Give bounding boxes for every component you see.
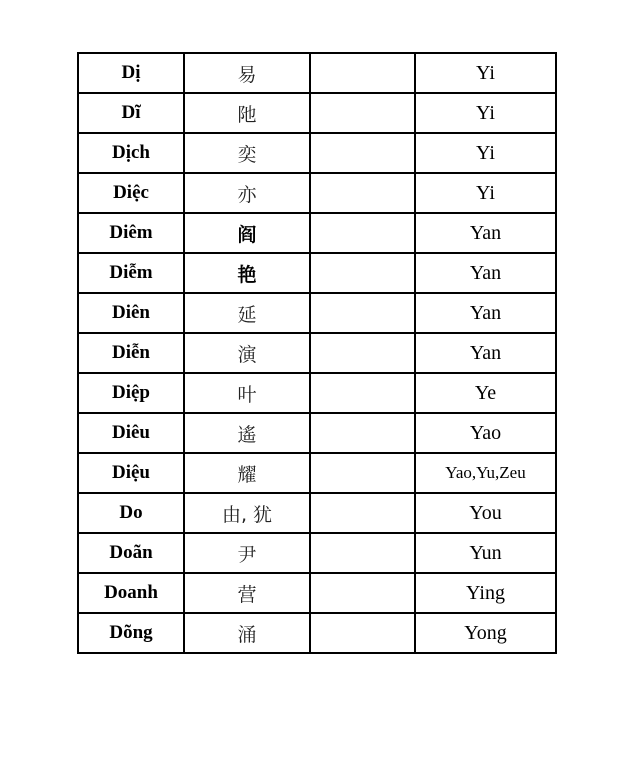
- chinese-cell: 耀: [184, 453, 310, 493]
- blank-cell: [310, 613, 415, 653]
- table-row: [78, 533, 556, 573]
- blank-cell: [310, 253, 415, 293]
- pinyin-cell: Yao: [415, 413, 556, 453]
- blank-cell: [310, 53, 415, 93]
- blank-cell: [310, 373, 415, 413]
- chinese-cell: 叶: [184, 373, 310, 413]
- blank-cell: [310, 453, 415, 493]
- table-row: [78, 493, 556, 533]
- table-row: [78, 413, 556, 453]
- vietnamese-cell: Do: [78, 493, 184, 533]
- pinyin-cell: Ying: [415, 573, 556, 613]
- blank-cell: [310, 173, 415, 213]
- chinese-cell: 延: [184, 293, 310, 333]
- blank-cell: [310, 93, 415, 133]
- vietnamese-cell: Diêu: [78, 413, 184, 453]
- blank-cell: [310, 133, 415, 173]
- table-row: [78, 173, 556, 213]
- blank-cell: [310, 333, 415, 373]
- table-row: [78, 573, 556, 613]
- chinese-cell: 涌: [184, 613, 310, 653]
- chinese-cell: 阎: [184, 213, 310, 253]
- pinyin-cell: Yong: [415, 613, 556, 653]
- pinyin-cell: Yi: [415, 173, 556, 213]
- blank-cell: [310, 533, 415, 573]
- pinyin-cell: Yi: [415, 53, 556, 93]
- blank-cell: [310, 213, 415, 253]
- chinese-cell: 易: [184, 53, 310, 93]
- table-row: [78, 133, 556, 173]
- blank-cell: [310, 493, 415, 533]
- table-row: [78, 253, 556, 293]
- chinese-cell: 阤: [184, 93, 310, 133]
- blank-cell: [310, 293, 415, 333]
- vietnamese-cell: Doanh: [78, 573, 184, 613]
- pinyin-cell: Yi: [415, 93, 556, 133]
- table-row: [78, 93, 556, 133]
- chinese-cell: 由, 犹: [184, 493, 310, 533]
- vietnamese-cell: Diên: [78, 293, 184, 333]
- vietnamese-cell: Dĩ: [78, 93, 184, 133]
- table-row: [78, 213, 556, 253]
- pinyin-cell: Yan: [415, 333, 556, 373]
- blank-cell: [310, 573, 415, 613]
- pinyin-cell: Yun: [415, 533, 556, 573]
- blank-cell: [310, 413, 415, 453]
- chinese-cell: 奕: [184, 133, 310, 173]
- chinese-cell: 遙: [184, 413, 310, 453]
- chinese-cell: 营: [184, 573, 310, 613]
- pinyin-cell: Yao,Yu,Zeu: [415, 453, 556, 493]
- vietnamese-cell: Diêm: [78, 213, 184, 253]
- vietnamese-cell: Diệc: [78, 173, 184, 213]
- table-row: [78, 53, 556, 93]
- table-row: [78, 373, 556, 413]
- chinese-cell: 演: [184, 333, 310, 373]
- chinese-cell: 艳: [184, 253, 310, 293]
- pinyin-cell: Yan: [415, 253, 556, 293]
- vietnamese-cell: Dõng: [78, 613, 184, 653]
- table-row: [78, 613, 556, 653]
- vietnamese-cell: Dịch: [78, 133, 184, 173]
- table-body: [78, 53, 556, 653]
- vietnamese-cell: Diệp: [78, 373, 184, 413]
- table-row: [78, 453, 556, 493]
- pinyin-cell: Yan: [415, 293, 556, 333]
- pinyin-cell: Yan: [415, 213, 556, 253]
- chinese-cell: 尹: [184, 533, 310, 573]
- vietnamese-cell: Diễm: [78, 253, 184, 293]
- table-row: [78, 333, 556, 373]
- pinyin-cell: You: [415, 493, 556, 533]
- pinyin-cell: Yi: [415, 133, 556, 173]
- pinyin-cell: Ye: [415, 373, 556, 413]
- vietnamese-cell: Doãn: [78, 533, 184, 573]
- surname-table: [77, 52, 557, 654]
- vietnamese-cell: Diệu: [78, 453, 184, 493]
- vietnamese-cell: Diễn: [78, 333, 184, 373]
- vietnamese-cell: Dị: [78, 53, 184, 93]
- table-row: [78, 293, 556, 333]
- chinese-cell: 亦: [184, 173, 310, 213]
